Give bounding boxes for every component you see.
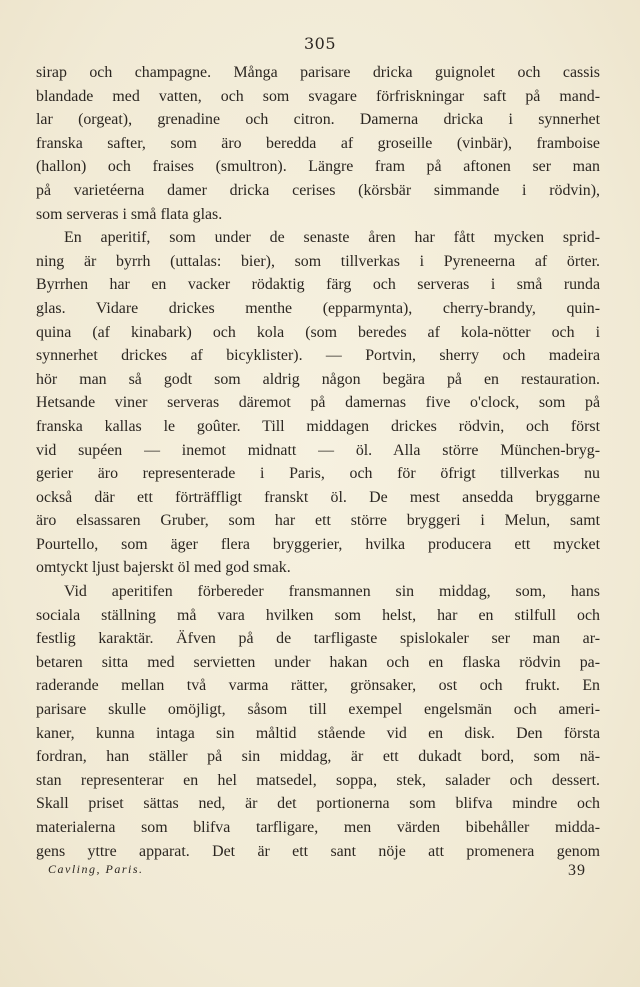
text-line: äro elsassaren Gruber, som har ett större bryggeri i Melun, samt	[36, 512, 600, 530]
text-line: Skall priset sättas ned, är det portionerna som blifva mindre och	[36, 795, 600, 813]
printer-signature: Cavling, Paris.	[48, 862, 144, 876]
text-line: (hallon) och fraises (smultron). Längre fram på aftonen ser man	[36, 158, 600, 176]
text-line: ning är byrrh (uttalas: bier), som tillverkas i Pyreneerna af örter.	[36, 252, 600, 270]
page-footer	[48, 862, 586, 877]
text-line: festlig karaktär. Äfven på de tarfligaste spislokaler ser man ar-	[36, 630, 600, 648]
text-line: materialerna som blifva tarfligare, men värden bibehåller midda-	[36, 819, 600, 836]
body-text	[36, 61, 600, 863]
page-number: 305	[303, 34, 337, 53]
text-line: franska kallas le goûter. Till middagen drickes rödvin, och först	[36, 417, 600, 435]
text-line: gerier äro representerade i Paris, och för öfrigt tillverkas nu	[36, 465, 600, 483]
text-line: som serveras i små flata glas.	[36, 205, 223, 223]
text-line: En aperitif, som under de senaste åren har fått mycken sprid-	[64, 229, 600, 247]
text-line: omtyckt ljust bajerskt öl med god smak.	[36, 559, 291, 577]
text-line: Pourtello, som äger flera bryggerier, hvilka producera ett mycket	[36, 535, 600, 553]
text-line: stan representerar en hel matsedel, soppa, stek, salader och dessert.	[36, 771, 600, 789]
text-line: vid supéen — inemot midnatt — öl. Alla större München-bryg-	[36, 441, 600, 459]
text-line: blandade med vatten, och som svagare förfriskningar saft på mand-	[36, 87, 600, 105]
text-line: fordran, han ställer på sin middag, är ett dukadt bord, som nä-	[36, 748, 600, 766]
text-line: raderande mellan två varma rätter, grönsaker, ost och frukt. En	[36, 677, 600, 695]
text-line: synnerhet drickes af bicyklister). — Portvin, sherry och madeira	[36, 347, 600, 365]
text-line: franska safter, som äro bereddа af groseille (vinbär), framboise	[36, 134, 600, 152]
text-line: Vid aperitifen förbereder fransmannen sin middag, som, hans	[64, 583, 600, 601]
text-line: Byrrhen har en vacker rödaktig färg och serveras i små runda	[36, 276, 600, 294]
text-line: betaren sitta med servietten under hakan och en flaska rödvin pa-	[36, 653, 600, 671]
text-line: Hetsande viner serveras däremot på damernas five o'clock, som på	[36, 394, 600, 412]
text-line: gens yttre apparat. Det är ett sant nöje att promenera genom	[36, 842, 600, 860]
text-line: sirap och champagne. Många parisare dricka guignolet och cassis	[36, 64, 600, 81]
text-line: parisare skulle omöjligt, såsom till exempel engelsmän och ameri-	[36, 701, 600, 719]
text-line: också där ett förträffligt franskt öl. De mest ansedda bryggarne	[36, 488, 600, 506]
text-line: glas. Vidare drickes menthe (epparmynta), cherry-brandy, quin-	[36, 299, 600, 317]
text-line: hör man så godt som aldrig någon begära på en restauration.	[36, 370, 600, 388]
text-line: på varietéerna damer dricka cerises (körsbär simmande i rödvin),	[36, 181, 600, 199]
text-line: kaner, kunna intaga sin måltid stående vid en disk. Den första	[36, 724, 600, 742]
text-line: quina (af kinabark) och kola (som beredes af kola-nötter och i	[36, 323, 600, 341]
text-line: sociala ställning må vara hvilken som helst, har en stilfull och	[36, 606, 600, 624]
sheet-number: 39	[568, 862, 586, 879]
text-line: lar (orgeat), grenadine och citron. Damerna dricka i synnerhet	[36, 111, 600, 129]
